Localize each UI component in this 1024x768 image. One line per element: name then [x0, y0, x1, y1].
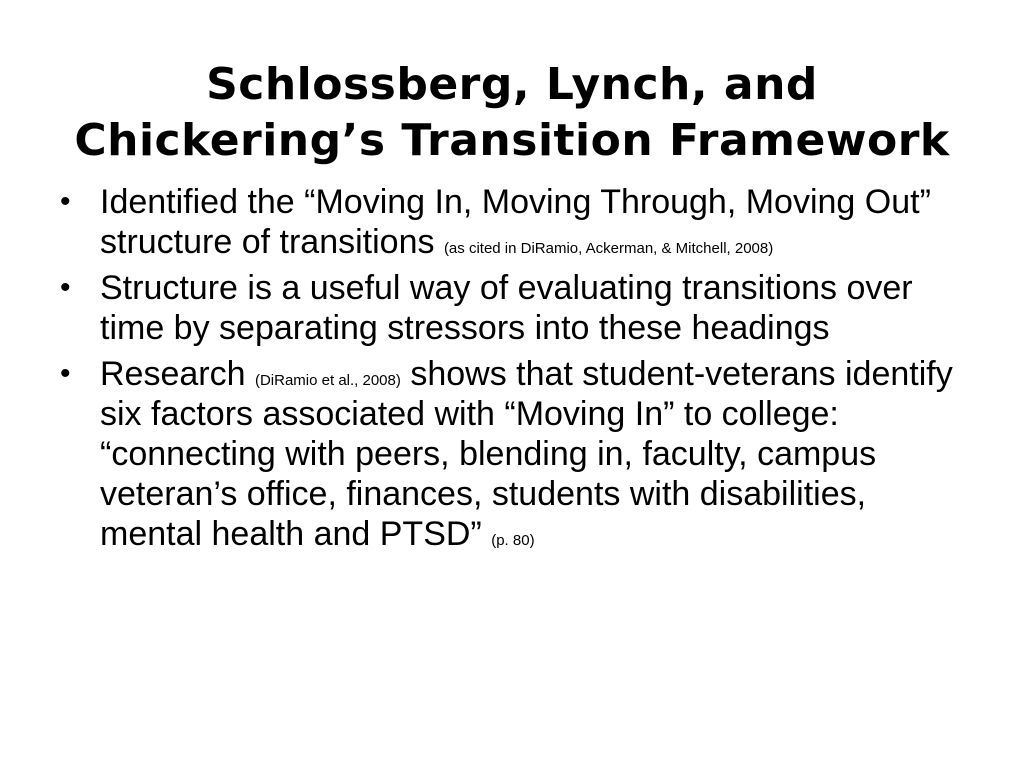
bullet-item-structure-usefulness — [60, 268, 970, 348]
bullet-item-research-findings — [60, 354, 970, 554]
bullet-item-moving-in-structure — [60, 182, 970, 262]
bullet-list — [60, 182, 970, 560]
bullet-text: shows that student-veterans identify six factors associated with “Moving In” to college: “connecting with peers, blending in, faculty, campus veteran’s office, finances, students with disabilities, mental health and PTSD” — [100, 355, 953, 553]
bullet-marker: • — [60, 271, 71, 304]
slide-title — [10, 57, 1014, 169]
bullet-text-lead: Research — [100, 355, 246, 393]
citation: (DiRamio et al., 2008) — [254, 372, 401, 389]
title-line-2: Chickering’s Transition Framework — [74, 115, 950, 167]
page-citation: (p. 80) — [491, 532, 535, 549]
bullet-text: Identified the “Moving In, Moving Through, Moving Out” structure of transitions — [100, 183, 931, 261]
bullet-text: Structure is a useful way of evaluating transitions over time by separating stressors into these headings — [100, 269, 913, 347]
bullet-marker: • — [60, 185, 71, 218]
citation: (as cited in DiRamio, Ackerman, & Mitchell, 2008) — [443, 240, 774, 257]
bullet-marker: • — [60, 357, 71, 390]
title-line-1: Schlossberg, Lynch, and — [206, 59, 818, 111]
